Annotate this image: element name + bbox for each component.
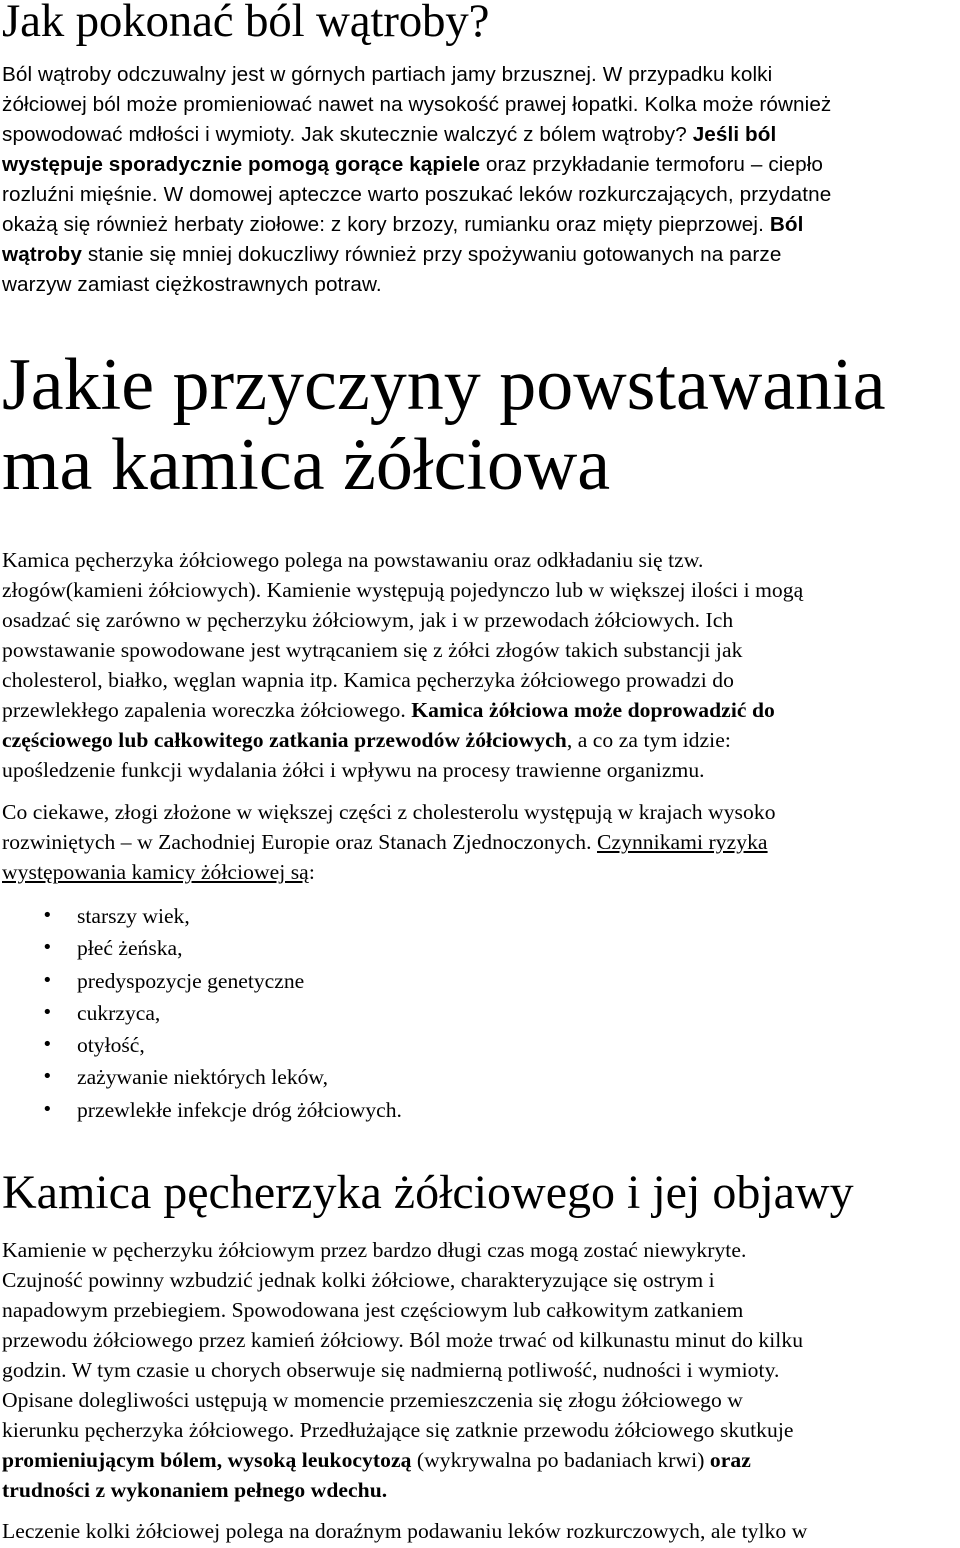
text-run: :	[308, 860, 315, 884]
text-run: (wykrywalna po badaniach krwi)	[411, 1448, 710, 1472]
bullet-icon: •	[42, 1034, 53, 1056]
list-item	[0, 1061, 402, 1093]
text-run: Kamica pęcherzyka żółciowego polega na powstawaniu oraz odkładaniu się tzw. złogów(kamieni żółciowych). Kamienie występują pojedynczo lub w większej ilości i mogą osadzać się zarówno w pęcherzyku żółciowym, jak i w przewodach żółciowych. Ich powstawanie spowodowane jest wytrącaniem się z żółci złogów takich substancji jak cholesterol, białko, węglan wapnia itp. Kamica pęcherzyka żółciowego prowadzi do przewlekłego zapalenia woreczka żółciowego.	[2, 548, 804, 722]
text-run: Co ciekawe, złogi złożone w większej części z cholesterolu występują w krajach wysoko rozwiniętych – w Zachodniej Europie oraz Stanach Zjednoczonych.	[2, 800, 776, 854]
list-item-label: starszy wiek,	[77, 904, 190, 928]
list-item	[0, 1029, 402, 1061]
list-item	[0, 900, 402, 932]
bullet-icon: •	[42, 969, 53, 991]
heading-gallstone-causes: Jakie przyczyny powstawania ma kamica żółciowa	[2, 344, 886, 506]
bold-run: Kamica żółciowa może doprowadzić do częściowego lub całkowitego zatkania przewodów żółciowych	[2, 698, 775, 752]
text-run: oraz przykładanie termoforu – ciepło rozluźni mięśnie. W domowej apteczce warto poszukać leków rozkurczających, przydatne okażą się również herbaty ziołowe: z kory brzozy, rumianku oraz mięty pieprzowej.	[2, 153, 832, 236]
bullet-icon: •	[42, 937, 53, 959]
paragraph-symptoms	[2, 1235, 803, 1505]
text-run: , a co za tym idzie: upośledzenie funkcji wydalania żółci i wpływu na procesy trawienne organizmu.	[2, 728, 731, 782]
bullet-icon: •	[42, 1001, 53, 1023]
bold-run: Ból wątroby	[2, 213, 804, 266]
heading-gallbladder-symptoms: Kamica pęcherzyka żółciowego i jej objawy	[2, 1166, 854, 1219]
list-item	[0, 1094, 402, 1126]
bold-run: oraz trudności z wykonaniem pełnego wdechu.	[2, 1448, 751, 1502]
text-run: Kamienie w pęcherzyku żółciowym przez bardzo długi czas mogą zostać niewykryte. Czujność powinny wzbudzić jednak kolki żółciowe, charakteryzujące się ostrym i napadowym przebiegiem. Spowodowana jest częściowym lub całkowitym zatkaniem przewodu żółciowego przez kamień żółciowy. Ból może trwać od kilkunastu minut do kilku godzin. W tym czasie u chorych obserwuje się nadmierną potliwość, nudności i wymioty. Opisane dolegliwości ustępują w momencie przemieszczenia się złogu żółciowego w kierunku pęcherzyka żółciowego. Przedłużające się zatknie przewodu żółciowego skutkuje	[2, 1238, 804, 1442]
bullet-icon: •	[42, 1066, 53, 1088]
text-run: Ból wątroby odczuwalny jest w górnych partiach jamy brzusznej. W przypadku kolki żółciowej ból może promieniować nawet na wysokość prawej łopatki. Kolka może również spowodować mdłości i wymioty. Jak skutecznie walczyć z bólem wątroby?	[2, 63, 832, 146]
list-item	[0, 932, 402, 964]
paragraph-liver-pain	[2, 60, 831, 300]
bullet-icon: •	[42, 905, 53, 926]
heading-liver-pain: Jak pokonać ból wątroby?	[2, 0, 490, 47]
underlined-run: Czynnikami ryzyka występowania kamicy żółciowej są	[2, 830, 768, 884]
paragraph-treatment: Leczenie kolki żółciowej polega na doraźnym podawaniu leków rozkurczowych, ale tylko w	[2, 1519, 808, 1543]
paragraph-gallstone-causes	[2, 545, 803, 785]
bold-run: Jeśli ból występuje sporadycznie pomogą gorące kąpiele	[2, 123, 777, 176]
list-item-label: płeć żeńska,	[77, 936, 183, 961]
list-item-label: cukrzyca,	[77, 1000, 161, 1025]
list-item-label: otyłość,	[77, 1033, 145, 1058]
list-item-label: przewlekłe infekcje dróg żółciowych.	[77, 1097, 402, 1122]
bullet-icon: •	[42, 1098, 53, 1120]
text-run: stanie się mniej dokuczliwy również przy spożywaniu gotowanych na parze warzyw zamiast ciężkostrawnych potraw.	[2, 243, 782, 296]
paragraph-risk-intro	[2, 797, 776, 887]
bold-run: promieniującym bólem, wysoką leukocytozą	[2, 1448, 412, 1472]
list-item-label: predyspozycje genetyczne	[77, 968, 305, 993]
risk-factors-list	[0, 900, 402, 1126]
list-item	[0, 965, 402, 997]
list-item	[0, 997, 402, 1029]
list-item-label: zażywanie niektórych leków,	[77, 1065, 329, 1090]
